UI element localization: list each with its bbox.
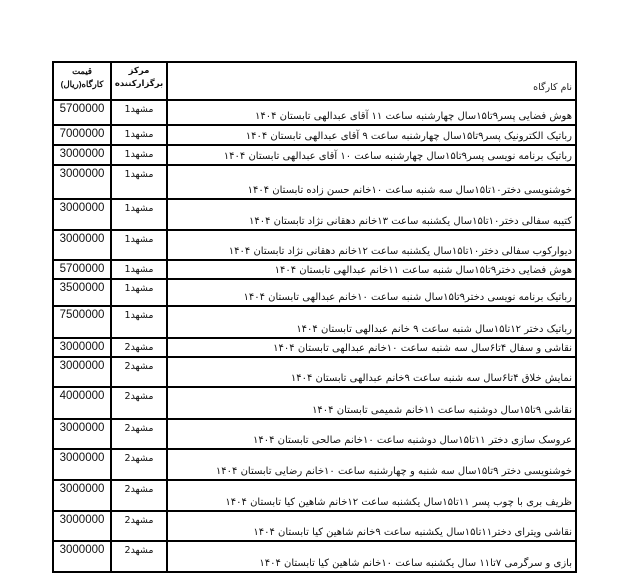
table-row	[54, 420, 575, 450]
price-cell: 3000000	[54, 420, 112, 448]
center-cell: مشهد1	[112, 166, 168, 198]
header-price-line2: کارگاه(ریال)	[60, 79, 104, 89]
price-cell: 4000000	[54, 388, 112, 418]
price-cell: 3000000	[54, 146, 112, 164]
price-cell: 3500000	[54, 280, 112, 305]
table-row	[54, 358, 575, 388]
workshop-name-cell: دیوارکوب سفالی دختر۱۰تا۱۵سال یکشنبه ساعت ۱۲خانم دهقانی نژاد تابستان ۱۴۰۴	[228, 246, 572, 257]
table-row	[54, 450, 575, 481]
workshop-name-cell: هوش فضایی پسر۹تا۱۵سال چهارشنبه ساعت ۱۱ آقای عبدالهی تابستان ۱۴۰۴	[254, 111, 572, 122]
price-cell: 5700000	[54, 261, 112, 278]
workshop-name-cell: خوشنویسی دختر ۹تا۱۵سال سه شنبه و چهارشنبه ساعت ۱۰خانم رضایی تابستان ۱۴۰۴	[215, 466, 572, 477]
table-body	[54, 101, 575, 573]
workshop-name-cell: کتیبه سفالی دختر۱۰تا۱۵سال یکشنبه ساعت ۱۳خانم دهقانی نژاد تابستان ۱۴۰۴	[248, 216, 572, 227]
table-row	[54, 231, 575, 261]
center-cell: مشهد1	[112, 280, 168, 305]
table-row	[54, 280, 575, 307]
table-row	[54, 166, 575, 200]
center-cell: مشهد1	[112, 146, 168, 164]
table-header-row	[54, 63, 575, 101]
center-cell: مشهد2	[112, 481, 168, 510]
price-cell: 3000000	[54, 542, 112, 571]
workshop-name-cell: رباتیک دختر ۱۲تا۱۵سال شنبه ساعت ۹ خانم عبدالهی تابستان ۱۴۰۴	[296, 324, 572, 335]
center-cell: مشهد2	[112, 420, 168, 448]
table-row	[54, 542, 575, 573]
center-cell: مشهد1	[112, 307, 168, 337]
table-row	[54, 388, 575, 420]
table-row	[54, 512, 575, 542]
price-cell: 3000000	[54, 358, 112, 386]
center-cell: مشهد2	[112, 339, 168, 356]
table-row	[54, 126, 575, 146]
price-cell: 3000000	[54, 512, 112, 540]
table-row	[54, 339, 575, 358]
price-cell: 7000000	[54, 126, 112, 144]
table-row	[54, 481, 575, 512]
price-cell: 3000000	[54, 450, 112, 479]
workshop-name-cell: نقاشی و سفال ۴تا۶سال سه شنبه ساعت ۱۰خانم عبدالهی تابستان ۱۴۰۴	[273, 343, 572, 354]
center-cell: مشهد1	[112, 261, 168, 278]
workshop-name-cell: ظریف بری با چوب پسر ۱۱تا۱۵سال یکشنبه ساعت ۱۲خانم شاهین کیا تابستان ۱۴۰۴	[225, 497, 572, 508]
workshop-name-cell: رباتیک الکترونیک پسر۹تا۱۵سال چهارشنبه ساعت ۹ آقای عبدالهی تابستان ۱۴۰۴	[245, 131, 572, 142]
workshop-table	[52, 61, 577, 573]
header-center	[112, 63, 168, 99]
center-cell: مشهد1	[112, 101, 168, 124]
workshop-name-cell: عروسک سازی دختر ۱۱تا۱۵سال دوشنبه ساعت ۱۰خانم صالحی تابستان ۱۴۰۴	[252, 435, 572, 446]
center-cell: مشهد1	[112, 126, 168, 144]
center-cell: مشهد2	[112, 358, 168, 386]
header-center-line2: برگزارکننده	[114, 79, 164, 89]
center-cell: مشهد2	[112, 388, 168, 418]
header-price	[54, 63, 112, 99]
header-name: نام کارگاه	[533, 82, 572, 93]
header-price-line1: قیمت	[72, 66, 92, 76]
table-row	[54, 261, 575, 280]
price-cell: 7500000	[54, 307, 112, 337]
workshop-name-cell: بازی و سرگرمی ۷تا۱۱ سال یکشنبه ساعت ۱۰خانم شاهین کیا تابستان ۱۴۰۴	[259, 558, 572, 569]
center-cell: مشهد1	[112, 200, 168, 229]
center-cell: مشهد2	[112, 450, 168, 479]
workshop-name-cell: خوشنویسی دختر۱۰تا۱۵سال سه شنبه ساعت ۱۰خانم حسن زاده تابستان ۱۴۰۴	[247, 185, 572, 196]
price-cell: 3000000	[54, 166, 112, 198]
price-cell: 3000000	[54, 481, 112, 510]
workshop-name-cell: نقاشی ۹تا۱۵سال دوشنبه ساعت ۱۱خانم شمیمی تابستان ۱۴۰۴	[312, 405, 572, 416]
table-row	[54, 146, 575, 166]
price-cell: 3000000	[54, 200, 112, 229]
header-center-line1: مرکز	[128, 66, 150, 76]
price-cell: 3000000	[54, 231, 112, 259]
center-cell: مشهد2	[112, 512, 168, 540]
table-row	[54, 307, 575, 339]
workshop-name-cell: نقاشی ویترای دختر۱۱تا۱۵سال یکشنبه ساعت ۹خانم شاهین کیا تابستان ۱۴۰۴	[253, 527, 572, 538]
price-cell: 5700000	[54, 101, 112, 124]
price-cell: 3000000	[54, 339, 112, 356]
center-cell: مشهد1	[112, 231, 168, 259]
table-row	[54, 101, 575, 126]
workshop-name-cell: نمایش خلاق ۴تا۶سال سه شنبه ساعت ۹خانم عبدالهی تابستان ۱۴۰۴	[290, 373, 572, 384]
workshop-name-cell: رباتیک برنامه نویسی دختر۹تا۱۵سال شنبه ساعت ۱۰خانم عبدالهی تابستان ۱۴۰۴	[243, 292, 572, 303]
table-row	[54, 200, 575, 231]
center-cell: مشهد2	[112, 542, 168, 571]
workshop-name-cell: هوش فضایی دختر۹تا۱۵سال شنبه ساعت ۱۱خانم عبدالهی تابستان ۱۴۰۴	[274, 265, 572, 276]
workshop-name-cell: رباتیک برنامه نویسی پسر۹تا۱۵سال چهارشنبه ساعت ۱۰ آقای عبدالهی تابستان ۱۴۰۴	[223, 151, 572, 162]
